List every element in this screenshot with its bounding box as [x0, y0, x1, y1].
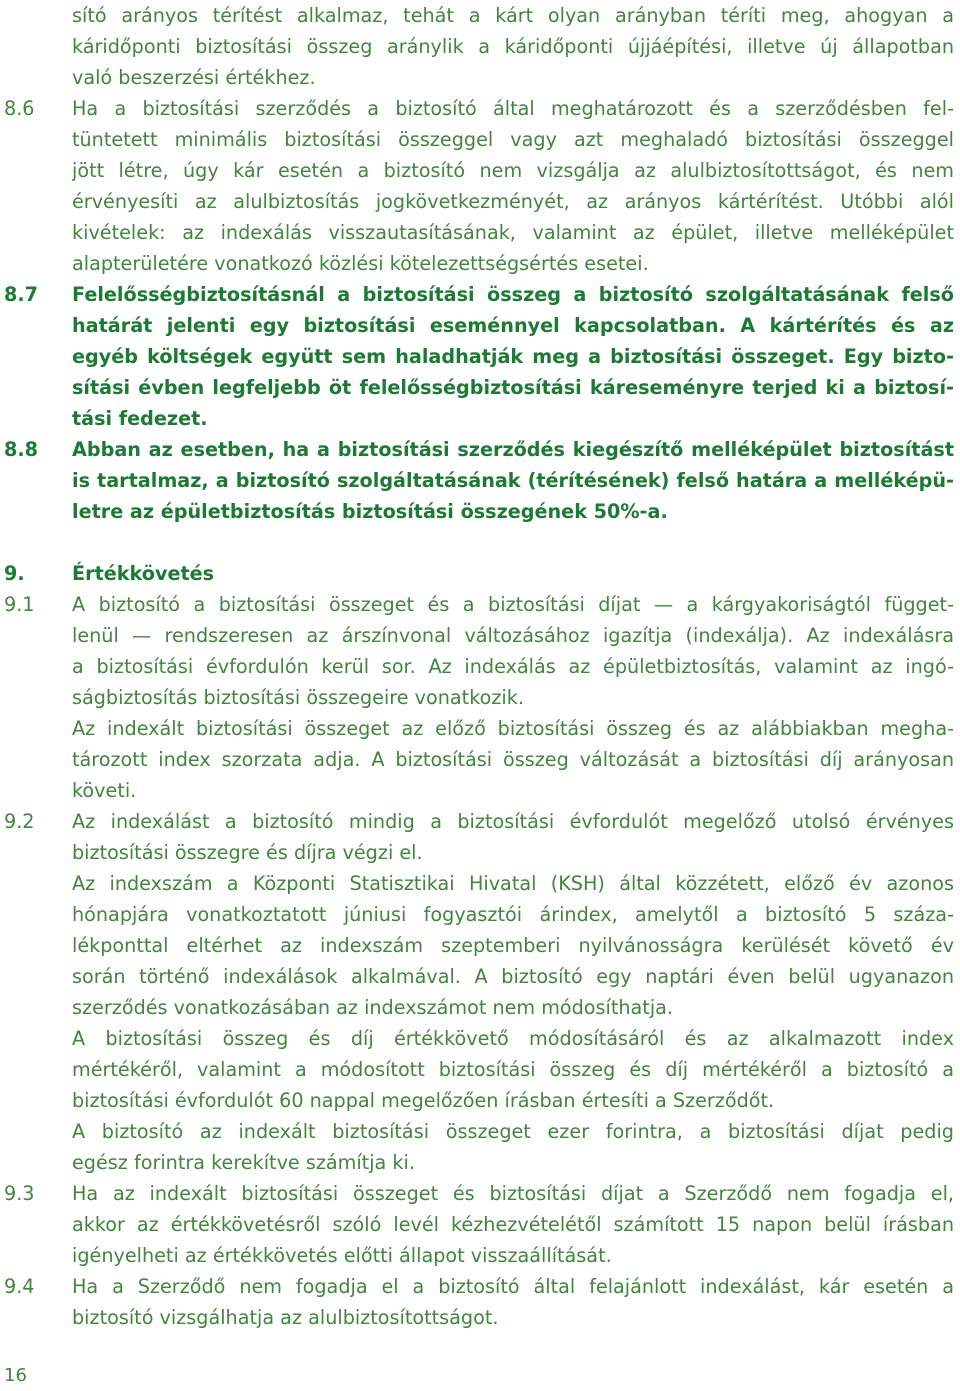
section-9-4-line-2: biztosító vizsgálhatja az alulbiztosítottságot. — [72, 1306, 499, 1329]
section-9-3-line-1: Ha az indexált biztosítási összeget és biztosítási díjat a Szerződő nem fogadja el, — [72, 1182, 954, 1205]
section-8-8-line-3: letre az épületbiztosítás biztosítási összegének 50%-a. — [72, 500, 668, 523]
section-9-1-line-1: A biztosító a biztosítási összeget és a biztosítási díjat — a kárgyakoriságtól függet- — [72, 593, 954, 616]
section-8-6-line-5: kivételek: az indexálás visszautasításának, valamint az épület, illetve melléképület — [72, 221, 954, 244]
section-9-1-number: 9.1 — [4, 593, 35, 616]
section-8-6-line-6: alapterületére vonatkozó közlési kötelezettségsértés esetei. — [72, 252, 649, 275]
section-9-2-line-6: során történő indexálások alkalmával. A biztosító egy naptári éven belül ugyanazon — [72, 965, 954, 988]
section-9-1-line-7: követi. — [72, 779, 137, 802]
section-8-6-line-3: jött létre, úgy kár esetén a biztosító nem vizsgálja az alulbiztosítottságot, és nem — [72, 159, 954, 182]
section-9-2-line-12: egész forintra kerekítve számítja ki. — [72, 1151, 415, 1174]
section-9-2-line-2: biztosítási összegre és díjra végzi el. — [72, 841, 423, 864]
page-number: 16 — [4, 1365, 27, 1386]
section-9-3-line-3: igényelheti az értékkövetés előtti állapot visszaállítását. — [72, 1244, 612, 1267]
section-9-2-line-8: A biztosítási összeg és díj értékkövető módosításáról és az alkalmazott index — [72, 1027, 954, 1050]
section-9-2-line-10: biztosítási évfordulót 60 nappal megelőzően írásban értesíti a Szerződőt. — [72, 1089, 775, 1112]
section-9-number: 9. — [4, 562, 25, 585]
section-9-2-line-3: Az indexszám a Központi Statisztikai Hivatal (KSH) által közzétett, előző év azonos — [72, 872, 954, 895]
section-9-2-line-9: mértékéről, valamint a módosított biztosítási összeg és díj mértékéről a biztosító a — [72, 1058, 954, 1081]
section-9-3-number: 9.3 — [4, 1182, 35, 1205]
section-8-8-number: 8.8 — [4, 438, 38, 461]
section-8-7-line-2: határát jelenti egy biztosítási eseménnyel kapcsolatban. A kártérítés és az — [72, 314, 954, 337]
section-9-4-line-1: Ha a Szerződő nem fogadja el a biztosító által felajánlott indexálást, kár esetén a — [72, 1275, 954, 1298]
section-9-title: Értékkövetés — [72, 562, 215, 585]
section-9-2-line-1: Az indexálást a biztosító mindig a biztosítási évfordulót megelőző utolsó érvényes — [72, 810, 954, 833]
section-9-2-line-5: lékponttal eltérhet az indexszám szeptemberi nyilvánosságra kerülését követő év — [72, 934, 954, 957]
section-8-8-line-2: is tartalmaz, a biztosító szolgáltatásának (térítésének) felső határa a melléképü- — [72, 469, 954, 492]
section-8-7-line-3: egyéb költségek együtt sem haladhatják meg a biztosítási összeget. Egy bizto- — [72, 345, 954, 368]
section-9-3-line-2: akkor az értékkövetésről szóló levél kézhezvételétől számított 15 napon belül írásban — [72, 1213, 954, 1236]
section-9-1-line-3: a biztosítási évfordulón kerül sor. Az indexálás az épületbiztosítás, valamint az ingó- — [72, 655, 954, 678]
section-9-2-line-7: szerződés vonatkozásában az indexszámot nem módosíthatja. — [72, 996, 674, 1019]
section-8-7-number: 8.7 — [4, 283, 38, 306]
section-9-1-line-6: tározott index szorzata adja. A biztosítási összeg változását a biztosítási díj arányosan — [72, 748, 954, 771]
intro-line-2: káridőponti biztosítási összeg aránylik a káridőponti újjáépítési, illetve új állapotban — [72, 35, 954, 58]
section-9-1-line-5: Az indexált biztosítási összeget az előző biztosítási összeg és az alábbiakban megha- — [72, 717, 954, 740]
section-9-4-number: 9.4 — [4, 1275, 35, 1298]
section-9-1-line-2: lenül — rendszeresen az árszínvonal változásához igazítja (indexálja). Az indexálásra — [72, 624, 954, 647]
section-9-2-number: 9.2 — [4, 810, 35, 833]
section-9-2-line-11: A biztosító az indexált biztosítási összeget ezer forintra, a biztosítási díjat pedig — [72, 1120, 954, 1143]
section-8-6-line-4: érvényesíti az alulbiztosítás jogkövetkezményét, az arányos kártérítést. Utóbbi alól — [72, 190, 954, 213]
section-8-6-line-2: tüntetett minimális biztosítási összeggel vagy azt meghaladó biztosítási összeggel — [72, 128, 954, 151]
section-8-8-line-1: Abban az esetben, ha a biztosítási szerződés kiegészítő melléképület biztosítást — [72, 438, 954, 461]
section-8-7-line-1: Felelősségbiztosításnál a biztosítási összeg a biztosító szolgáltatásának felső — [72, 283, 954, 306]
section-8-7-line-4: sítási évben legfeljebb öt felelősségbiztosítási káreseményre terjed ki a biztosí- — [72, 376, 954, 399]
intro-line-1: sító arányos térítést alkalmaz, tehát a kárt olyan arányban téríti meg, ahogyan a — [72, 4, 954, 27]
intro-line-3: való beszerzési értékhez. — [72, 66, 316, 89]
section-8-6-line-1: Ha a biztosítási szerződés a biztosító által meghatározott és a szerződésben fel- — [72, 97, 954, 120]
section-8-6-number: 8.6 — [4, 97, 35, 120]
section-9-2-line-4: hónapjára vonatkoztatott júniusi fogyasztói árindex, amelytől a biztosító 5 száza- — [72, 903, 954, 926]
section-9-1-line-4: ságbiztosítás biztosítási összegeire vonatkozik. — [72, 686, 524, 709]
section-8-7-line-5: tási fedezet. — [72, 407, 208, 430]
